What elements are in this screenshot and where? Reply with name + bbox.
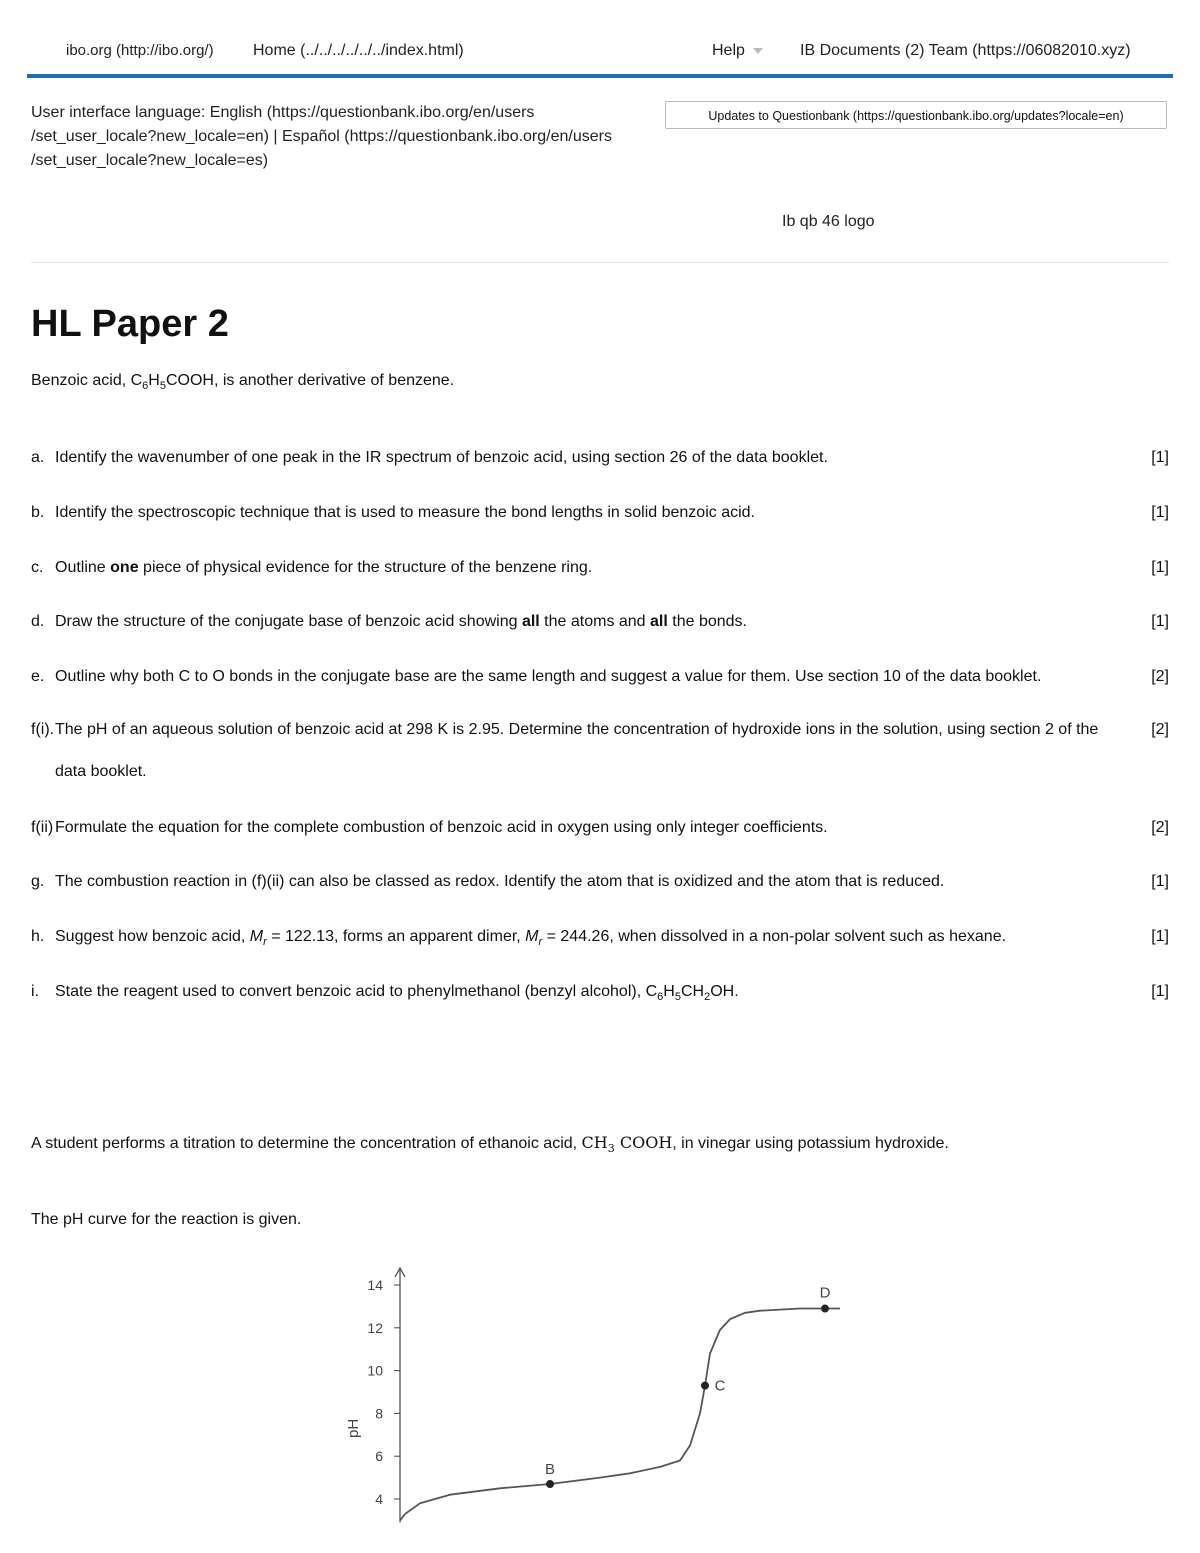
question-b bbox=[31, 502, 1169, 524]
question-label: f(ii) bbox=[31, 819, 54, 836]
y-tick-label: 6 bbox=[375, 1448, 383, 1465]
y-tick-label: 8 bbox=[375, 1405, 383, 1422]
question-label: h. bbox=[31, 928, 45, 945]
question-marks: [1] bbox=[1151, 613, 1169, 630]
question-text: Outline why both C to O bonds in the conjugate base are the same length and suggest a value for them. Use section 10 of the data booklet. bbox=[55, 668, 1042, 685]
question-text: Formulate the equation for the complete combustion of benzoic acid in oxygen using only integer coefficients. bbox=[55, 819, 828, 836]
question-label: f(i). bbox=[31, 721, 55, 738]
nav-link-home[interactable]: Home (../../../../../../index.html) bbox=[253, 42, 464, 59]
point-label-c: C bbox=[714, 1377, 726, 1395]
question-marks: [1] bbox=[1151, 873, 1169, 890]
nav-help-dropdown[interactable] bbox=[712, 42, 763, 60]
y-tick-label: 10 bbox=[367, 1362, 383, 1379]
logo: Ib qb 46 logo bbox=[782, 213, 875, 230]
question-a bbox=[31, 447, 1169, 469]
language-line-1[interactable]: User interface language: English (https://questionbank.ibo.org/en/users bbox=[31, 104, 535, 121]
titration-intro: A student performs a titration to determine the concentration of ethanoic acid, $CH_3$ COOH, in vinegar using potassium hydroxide. bbox=[31, 1133, 949, 1156]
question-marks: [1] bbox=[1151, 928, 1169, 945]
question-i bbox=[31, 981, 1169, 1008]
question-text: The pH of an aqueous solution of benzoic acid at 298 K is 2.95. Determine the concentration of hydroxide ions in the solution, using section 2 of the data booklet. bbox=[55, 721, 1099, 780]
question-text: The combustion reaction in (f)(ii) can also be classed as redox. Identify the atom that is oxidized and the atom that is reduced. bbox=[55, 873, 945, 890]
question-f-i bbox=[31, 719, 1169, 793]
data-point-d bbox=[821, 1305, 829, 1313]
question-h bbox=[31, 926, 1169, 953]
question-label: c. bbox=[31, 559, 44, 576]
language-selector bbox=[31, 101, 671, 173]
question-d bbox=[31, 611, 1169, 633]
question-text: State the reagent used to convert benzoic acid to phenylmethanol (benzyl alcohol), $C_6H_5CH_2OH$. bbox=[55, 983, 739, 1004]
question-marks: [2] bbox=[1151, 668, 1169, 685]
question-label: d. bbox=[31, 613, 45, 630]
question-e bbox=[31, 666, 1169, 688]
question-marks: [2] bbox=[1151, 819, 1169, 836]
nav-link-team[interactable]: IB Documents (2) Team (https://06082010.xyz) bbox=[800, 42, 1131, 59]
question-label: b. bbox=[31, 504, 45, 521]
question-label: i. bbox=[31, 983, 39, 1000]
top-navigation bbox=[0, 0, 1200, 80]
header-divider bbox=[31, 262, 1169, 263]
question-label: e. bbox=[31, 668, 45, 685]
question-marks: [1] bbox=[1151, 449, 1169, 466]
nav-divider bbox=[27, 74, 1173, 78]
data-point-c bbox=[701, 1382, 709, 1390]
y-axis-label: pH bbox=[345, 1418, 362, 1438]
chevron-down-icon bbox=[753, 48, 763, 54]
language-line-2[interactable]: /set_user_locale?new_locale=en) | Español (https://questionbank.ibo.org/en/users bbox=[31, 128, 612, 145]
y-tick-label: 14 bbox=[367, 1277, 383, 1293]
question-c bbox=[31, 557, 1169, 579]
page-title: HL Paper 2 bbox=[31, 303, 229, 345]
nav-link-ibo[interactable]: ibo.org (http://ibo.org/) bbox=[66, 42, 214, 59]
y-tick-label: 4 bbox=[375, 1491, 383, 1507]
question-g bbox=[31, 871, 1169, 893]
curve-caption: The pH curve for the reaction is given. bbox=[31, 1211, 302, 1228]
language-line-3[interactable]: /set_user_locale?new_locale=es) bbox=[31, 152, 269, 169]
question-label: g. bbox=[31, 873, 45, 890]
point-label-b: B bbox=[544, 1461, 556, 1479]
point-label-d: D bbox=[819, 1284, 831, 1302]
ph-curve-line bbox=[400, 1309, 840, 1521]
question-marks: [2] bbox=[1151, 721, 1169, 738]
question-f-ii bbox=[31, 817, 1169, 839]
data-point-b bbox=[546, 1480, 554, 1488]
question-marks: [1] bbox=[1151, 983, 1169, 1000]
question-text: Identify the spectroscopic technique that is used to measure the bond lengths in solid benzoic acid. bbox=[55, 504, 755, 521]
updates-button[interactable]: Updates to Questionbank (https://questionbank.ibo.org/updates?locale=en) bbox=[665, 101, 1167, 129]
question-label: a. bbox=[31, 449, 45, 466]
ph-curve-chart bbox=[320, 1258, 840, 1548]
question-text: Draw the structure of the conjugate base of benzoic acid showing all the atoms and all the bonds. bbox=[55, 613, 747, 630]
question-text: Outline one piece of physical evidence for the structure of the benzene ring. bbox=[55, 559, 593, 576]
intro-text: Benzoic acid, $C_6H_5COOH$, is another derivative of benzene. bbox=[31, 372, 455, 393]
question-text: Identify the wavenumber of one peak in the IR spectrum of benzoic acid, using section 26 of the data booklet. bbox=[55, 449, 828, 466]
y-tick-label: 12 bbox=[367, 1319, 383, 1336]
question-text: Suggest how benzoic acid, $M_r = 122.13$, forms an apparent dimer, $M_r = 244.26$, when dissolved in a non-polar solvent such as hexane. bbox=[55, 928, 1007, 949]
question-marks: [1] bbox=[1151, 559, 1169, 576]
nav-help-label: Help bbox=[712, 42, 745, 59]
question-marks: [1] bbox=[1151, 504, 1169, 521]
